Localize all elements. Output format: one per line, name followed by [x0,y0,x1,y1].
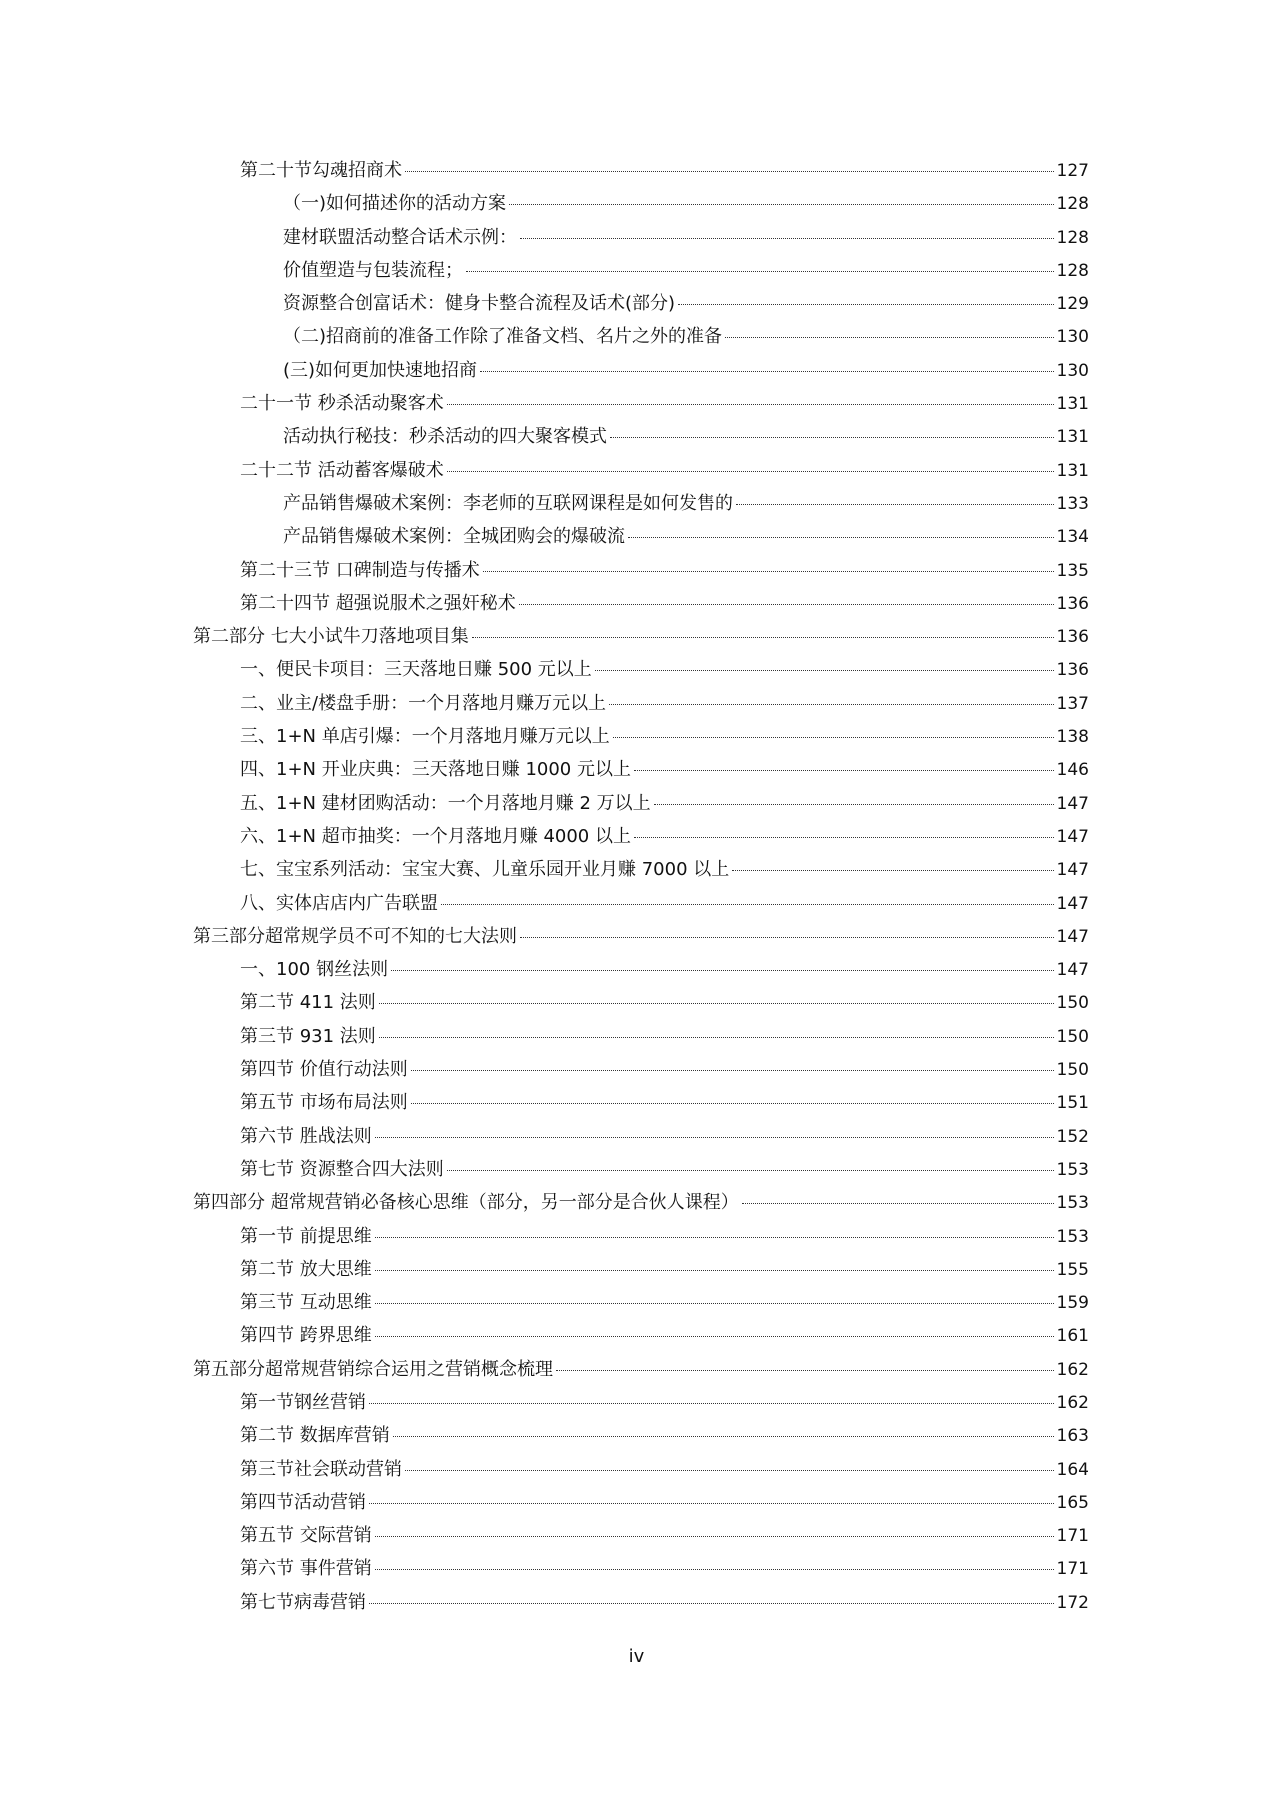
toc-entry-title: 七、宝宝系列活动：宝宝大赛、儿童乐园开业月赚 7000 以上 [240,859,730,881]
toc-entry-page: 146 [1056,760,1089,781]
toc-entry-title: 第二节 数据库营销 [240,1425,390,1447]
toc-entry-page: 151 [1056,1093,1089,1114]
toc-dot-leader [405,1470,1054,1471]
toc-entry[interactable] [193,855,1089,888]
toc-entry-title: 第五部分超常规营销综合运用之营销概念梳理 [193,1358,553,1380]
toc-entry[interactable] [193,256,1089,289]
toc-entry-page: 131 [1056,460,1089,481]
toc-entry[interactable] [193,522,1089,555]
toc-dot-leader [466,271,1054,272]
toc-entry-title: 二、业主/楼盘手册：一个月落地月赚万元以上 [240,692,607,714]
toc-entry[interactable] [193,356,1089,389]
toc-dot-leader [480,371,1054,372]
toc-entry-page: 130 [1056,327,1089,348]
toc-entry[interactable] [193,1421,1089,1454]
toc-entry-title: 第二十节勾魂招商术 [240,160,402,181]
toc-entry[interactable] [193,422,1089,455]
toc-entry[interactable] [193,1055,1089,1088]
toc-entry-title: 第二节 放大思维 [240,1258,372,1280]
toc-entry-page: 129 [1056,294,1089,315]
toc-entry-title: 五、1+N 建材团购活动：一个月落地月赚 2 万以上 [240,792,651,814]
toc-entry-title: 第二十四节 超强说服术之强奸秘术 [240,592,516,614]
toc-dot-leader [736,504,1054,505]
toc-entry[interactable] [193,322,1089,355]
toc-dot-leader [379,1003,1054,1004]
toc-entry[interactable] [193,489,1089,522]
toc-entry-title: 一、便民卡项目：三天落地日赚 500 元以上 [240,659,592,681]
toc-entry-title: 第六节 事件营销 [240,1558,372,1580]
toc-entry[interactable] [193,456,1089,489]
toc-dot-leader [556,1370,1054,1371]
toc-entry-title: 第四部分 超常规营销必备核心思维（部分，另一部分是合伙人课程） [193,1192,739,1214]
toc-entry-page: 133 [1056,493,1089,514]
toc-entry[interactable] [193,156,1089,189]
toc-entry-title: 第一节 前提思维 [240,1225,372,1247]
toc-dot-leader [375,1137,1054,1138]
toc-entry[interactable] [193,789,1089,822]
toc-dot-leader [375,1336,1054,1337]
toc-entry[interactable] [193,189,1089,222]
toc-entry-page: 130 [1056,360,1089,381]
table-of-contents [193,156,1089,1621]
toc-entry[interactable] [193,1022,1089,1055]
toc-entry-title: 第三节 互动思维 [240,1292,372,1314]
toc-entry-page: 159 [1056,1293,1089,1314]
toc-entry-page: 162 [1056,1359,1089,1380]
toc-dot-leader [447,471,1054,472]
toc-dot-leader [379,1037,1054,1038]
toc-dot-leader [519,604,1054,605]
toc-entry[interactable] [193,1588,1089,1621]
toc-entry-page: 171 [1056,1526,1089,1547]
toc-entry-page: 131 [1056,394,1089,415]
toc-entry-title: 第七节 资源整合四大法则 [240,1158,444,1180]
toc-dot-leader [742,1203,1054,1204]
toc-dot-leader [369,1403,1054,1404]
toc-entry[interactable] [193,556,1089,589]
toc-entry-page: 128 [1056,227,1089,248]
toc-entry[interactable] [193,1455,1089,1488]
toc-entry[interactable] [193,589,1089,622]
toc-entry-page: 135 [1056,560,1089,581]
toc-entry[interactable] [193,922,1089,955]
toc-dot-leader [447,404,1054,405]
toc-entry-title: 价值塑造与包装流程； [283,259,463,281]
toc-entry[interactable] [193,822,1089,855]
toc-entry-page: 136 [1056,593,1089,614]
toc-entry-page: 163 [1056,1426,1089,1447]
toc-entry-title: 第二节 411 法则 [240,992,376,1014]
toc-entry-title: 第三节社会联动营销 [240,1458,402,1480]
toc-dot-leader [411,1070,1054,1071]
toc-entry-page: 152 [1056,1126,1089,1147]
toc-dot-leader [393,1436,1054,1437]
toc-entry-title: 六、1+N 超市抽奖：一个月落地月赚 4000 以上 [240,825,631,847]
toc-dot-leader [610,437,1054,438]
toc-entry[interactable] [193,1188,1089,1221]
toc-entry-page: 147 [1056,860,1089,881]
toc-entry[interactable] [193,289,1089,322]
toc-entry[interactable] [193,223,1089,256]
toc-entry-title: 第六节 胜战法则 [240,1125,372,1147]
toc-entry-title: 四、1+N 开业庆典：三天落地日赚 1000 元以上 [240,759,631,781]
toc-dot-leader [628,537,1054,538]
toc-entry[interactable] [193,1155,1089,1188]
toc-entry-page: 155 [1056,1259,1089,1280]
toc-dot-leader [732,870,1053,871]
toc-entry-title: 第四节 价值行动法则 [240,1059,408,1081]
toc-dot-leader [609,704,1053,705]
toc-entry-title: （二)招商前的准备工作除了准备文档、名片之外的准备 [283,326,723,348]
toc-entry-title: 第一节钢丝营销 [240,1391,366,1413]
toc-entry-title: 产品销售爆破术案例：全城团购会的爆破流 [283,526,625,548]
toc-dot-leader [369,1503,1054,1504]
toc-entry-page: 128 [1056,260,1089,281]
toc-entry[interactable] [193,1488,1089,1521]
toc-dot-leader [520,238,1054,239]
toc-entry-title: 三、1+N 单店引爆：一个月落地月赚万元以上 [240,726,610,748]
toc-dot-leader [369,1603,1054,1604]
toc-entry-page: 162 [1056,1392,1089,1413]
toc-entry-page: 153 [1056,1226,1089,1247]
toc-entry-page: 161 [1056,1326,1089,1347]
toc-entry[interactable] [193,722,1089,755]
toc-entry-title: 第三节 931 法则 [240,1025,376,1047]
toc-entry[interactable] [193,889,1089,922]
toc-entry-page: 137 [1056,693,1089,714]
toc-entry-page: 153 [1056,1193,1089,1214]
toc-entry-title: 产品销售爆破术案例：李老师的互联网课程是如何发售的 [283,492,733,514]
toc-entry-title: 第七节病毒营销 [240,1591,366,1613]
toc-entry-title: 资源整合创富话术：健身卡整合流程及话术(部分) [283,293,676,315]
toc-entry[interactable] [193,988,1089,1021]
toc-entry[interactable] [193,1088,1089,1121]
toc-entry-page: 164 [1056,1459,1089,1480]
toc-dot-leader [441,904,1054,905]
toc-dot-leader [391,970,1053,971]
toc-entry-page: 136 [1056,627,1089,648]
toc-entry-page: 147 [1056,926,1089,947]
toc-entry-title: 第二十三节 口碑制造与传播术 [240,559,480,581]
toc-entry-title: 第四节 跨界思维 [240,1325,372,1347]
toc-entry[interactable] [193,622,1089,655]
toc-entry-page: 136 [1056,660,1089,681]
toc-entry-title: （一)如何描述你的活动方案 [283,193,507,215]
toc-entry-title: 建材联盟活动整合话术示例： [283,226,517,248]
toc-dot-leader [509,204,1054,205]
toc-entry[interactable] [193,1521,1089,1554]
toc-entry[interactable] [193,1321,1089,1354]
toc-entry-page: 147 [1056,893,1089,914]
toc-entry-page: 153 [1056,1159,1089,1180]
toc-entry-page: 150 [1056,1026,1089,1047]
toc-entry-page: 165 [1056,1492,1089,1513]
toc-entry[interactable] [193,755,1089,788]
toc-dot-leader [447,1170,1054,1171]
toc-entry-page: 172 [1056,1592,1089,1613]
toc-entry[interactable] [193,689,1089,722]
toc-dot-leader [678,304,1054,305]
toc-dot-leader [520,937,1054,938]
toc-entry[interactable] [193,1554,1089,1587]
toc-entry-title: 二十二节 活动蓄客爆破术 [240,459,444,481]
toc-dot-leader [483,571,1054,572]
toc-entry-page: 128 [1056,194,1089,215]
toc-entry[interactable] [193,1122,1089,1155]
toc-entry[interactable] [193,955,1089,988]
toc-entry-title: 八、实体店店内广告联盟 [240,892,438,914]
toc-entry-page: 150 [1056,993,1089,1014]
toc-entry[interactable] [193,1388,1089,1421]
toc-dot-leader [613,737,1054,738]
toc-entry-page: 138 [1056,727,1089,748]
toc-entry[interactable] [193,655,1089,688]
toc-entry-page: 147 [1056,793,1089,814]
toc-dot-leader [375,1237,1054,1238]
toc-dot-leader [725,337,1054,338]
toc-dot-leader [375,1303,1054,1304]
toc-entry[interactable] [193,389,1089,422]
toc-entry-title: 第四节活动营销 [240,1491,366,1513]
toc-entry-page: 147 [1056,960,1089,981]
toc-dot-leader [595,670,1054,671]
toc-entry[interactable] [193,1288,1089,1321]
toc-entry-page: 171 [1056,1559,1089,1580]
toc-entry-page: 134 [1056,527,1089,548]
toc-entry-title: 活动执行秘技：秒杀活动的四大聚客模式 [283,426,607,448]
toc-entry-page: 127 [1056,161,1089,181]
toc-entry-page: 147 [1056,826,1089,847]
toc-dot-leader [472,637,1054,638]
toc-dot-leader [375,1569,1054,1570]
toc-dot-leader [405,171,1054,172]
page-number: iv [628,1646,645,1667]
toc-dot-leader [411,1103,1054,1104]
toc-dot-leader [634,770,1054,771]
toc-entry-page: 131 [1056,427,1089,448]
toc-entry-title: 第五节 市场布局法则 [240,1092,408,1114]
toc-entry-title: (三)如何更加快速地招商 [283,359,478,381]
toc-dot-leader [375,1536,1054,1537]
toc-entry-title: 一、100 钢丝法则 [240,959,389,981]
toc-entry[interactable] [193,1255,1089,1288]
toc-entry-title: 第五节 交际营销 [240,1525,372,1547]
toc-entry-page: 150 [1056,1060,1089,1081]
toc-entry[interactable] [193,1355,1089,1388]
toc-entry-title: 第二部分 七大小试牛刀落地项目集 [193,626,469,648]
toc-dot-leader [634,837,1054,838]
toc-entry[interactable] [193,1222,1089,1255]
toc-dot-leader [654,804,1054,805]
toc-entry-title: 第三部分超常规学员不可不知的七大法则 [193,925,517,947]
toc-dot-leader [375,1270,1054,1271]
toc-entry-title: 二十一节 秒杀活动聚客术 [240,393,444,415]
